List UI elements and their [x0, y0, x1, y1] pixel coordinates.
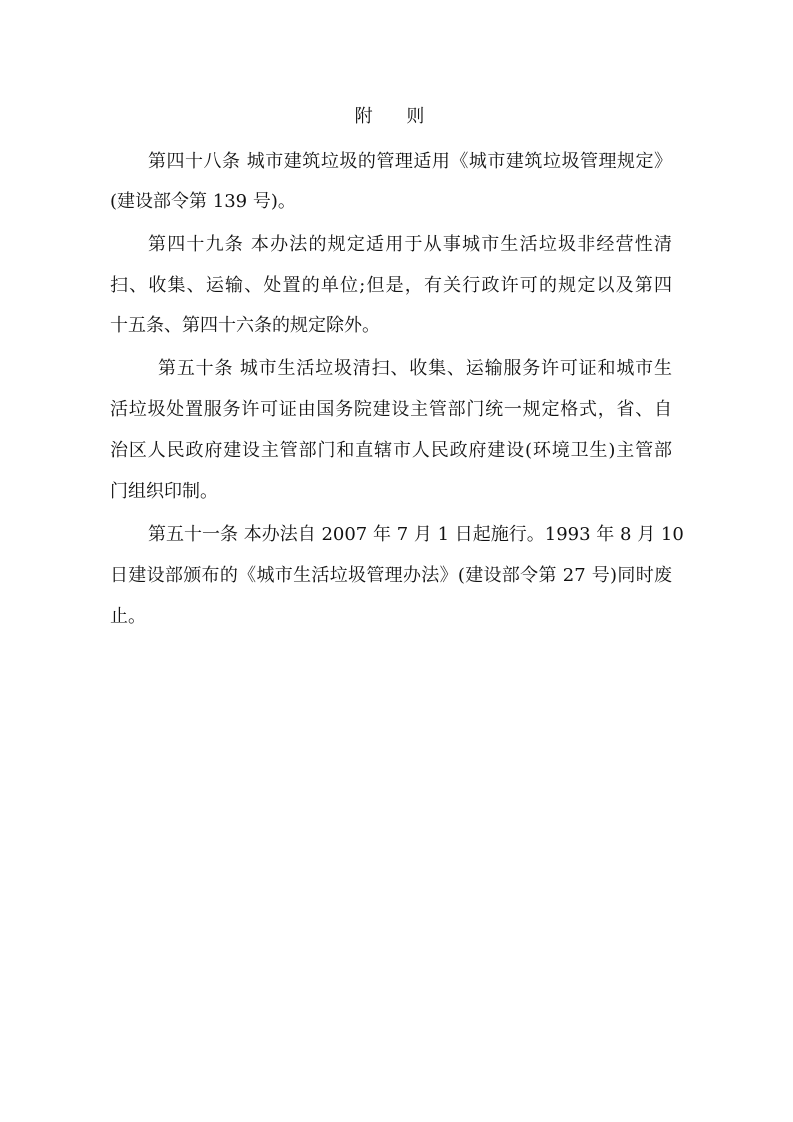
article-50-line-4: 门组织印制。 — [110, 481, 218, 502]
article-48-line-2: (建设部令第 139 号)。 — [110, 191, 296, 212]
article-48-line-1: 第四十八条 城市建筑垃圾的管理适用《城市建筑垃圾管理规定》 — [148, 151, 672, 172]
article-50-line-2: 活垃圾处置服务许可证由国务院建设主管部门统一规定格式，省、自 — [110, 399, 672, 420]
article-50-line-1: 第五十条 城市生活垃圾清扫、收集、运输服务许可证和城市生 — [158, 358, 672, 379]
article-49-line-1: 第四十九条 本办法的规定适用于从事城市生活垃圾非经营性清 — [148, 234, 672, 255]
article-50-line-3: 治区人民政府建设主管部门和直辖市人民政府建设(环境卫生)主管部 — [110, 440, 672, 461]
article-49-line-3: 十五条、第四十六条的规定除外。 — [110, 315, 380, 336]
article-51-line-1: 第五十一条 本办法自 2007 年 7 月 1 日起施行。1993 年 8 月 10 — [148, 524, 684, 545]
article-51-line-3: 止。 — [110, 606, 146, 627]
article-49-line-2: 扫、收集、运输、处置的单位;但是，有关行政许可的规定以及第四 — [110, 275, 672, 296]
section-title: 附 则 — [354, 106, 439, 127]
article-51-line-2: 日建设部颁布的《城市生活垃圾管理办法》(建设部令第 27 号)同时废 — [110, 565, 672, 586]
